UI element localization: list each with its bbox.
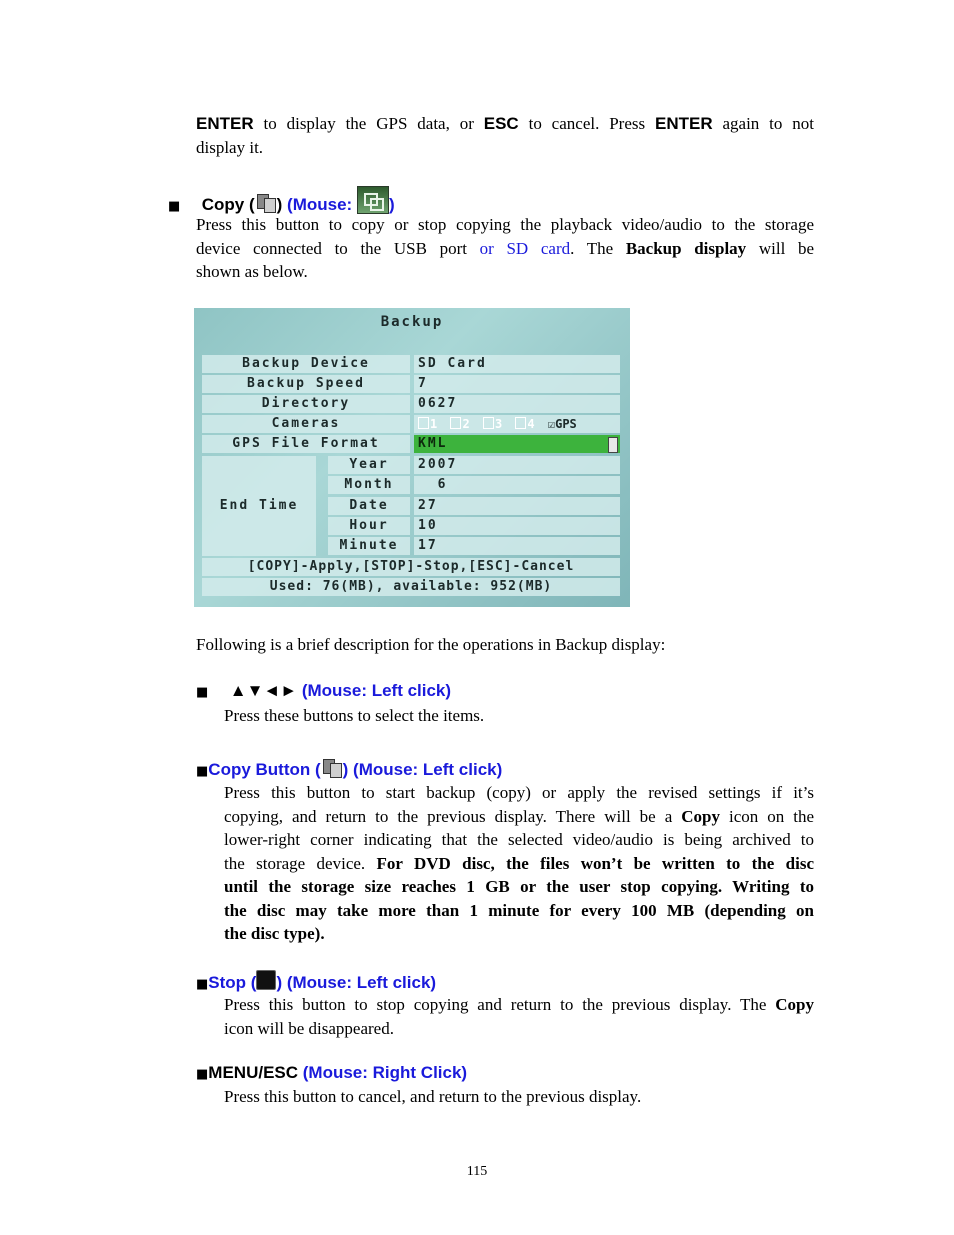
footer-commands: [COPY]-Apply,[STOP]-Stop,[ESC]-Cancel [202, 558, 620, 576]
row-backup-speed: Backup Speed 7 [202, 375, 620, 393]
esc-key: ESC [483, 114, 519, 133]
bullet: ■ [196, 685, 209, 700]
row-backup-device: Backup Device SD Card [202, 355, 620, 373]
copy-button-heading: ■Copy Button ( ) (Mouse: Left click) [196, 760, 503, 779]
row-month: Month 6 [202, 476, 620, 494]
camera-checkbox-1: 1 [418, 415, 437, 433]
end-time-label: End Time [202, 456, 316, 556]
backup-display-screenshot [194, 308, 630, 607]
arrow-keys: ▲▼◄► [229, 681, 298, 700]
stop-icon [256, 970, 276, 990]
intro-paragraph [196, 112, 814, 159]
backup-title: Backup [380, 314, 444, 330]
bullet: ■ [196, 764, 209, 779]
intro-line-1: ENTER to display the GPS data, or ESC to cancel. Press ENTER again to not [196, 114, 814, 133]
camera-checkbox-3: 3 [483, 415, 502, 433]
menu-esc-description: Press this button to cancel, and return to the previous display. [224, 1087, 642, 1106]
row-year: Year 2007 [202, 456, 620, 474]
row-date: Date 27 [202, 497, 620, 515]
enter-key-2: ENTER [654, 114, 713, 133]
bullet: ■ [196, 977, 209, 992]
gps-checkbox: ☑GPS [547, 417, 577, 431]
copy-icon [321, 758, 343, 778]
scroll-indicator [608, 437, 618, 453]
stop-heading: ■Stop ( ) (Mouse: Left click) [196, 970, 436, 996]
footer-usage: Used: 76(MB), available: 952(MB) [202, 578, 620, 596]
copy-description: Press this button to copy or stop copying the playback video/audio to the storage device connected to the USB port or SD card. The Backup display will be shown as below. [196, 215, 814, 281]
row-minute: Minute 17 [202, 537, 620, 555]
stop-description: Press this button to stop copying and return to the previous display. The Copy icon will be disappeared. [224, 995, 814, 1038]
camera-checkboxes [414, 415, 620, 433]
enter-key: ENTER [196, 114, 254, 133]
intro-line-2: display it. [196, 137, 264, 157]
copy-icon [255, 193, 277, 213]
page-number: 115 [466, 1164, 488, 1179]
camera-checkbox-4: 4 [515, 415, 534, 433]
mouse-copy-icon [357, 186, 389, 214]
bullet: ■ [196, 1067, 209, 1082]
row-gps-file-format: GPS File Format KML [202, 435, 620, 453]
arrows-heading: ■ ▲▼◄► (Mouse: Left click) [196, 681, 452, 700]
camera-checkbox-2: 2 [450, 415, 469, 433]
arrows-description: Press these buttons to select the items. [224, 706, 485, 725]
bullet: ■ [168, 199, 181, 214]
row-hour: Hour 10 [202, 517, 620, 535]
intro-tail: again to not [712, 114, 814, 133]
following-text: Following is a brief description for the operations in Backup display: [196, 635, 666, 654]
row-cameras: Cameras 1 2 3 4 ☑GPS [202, 415, 620, 433]
copy-button-description: Press this button to start backup (copy) or apply the revised settings if it’s copying, and return to the previous display. There will be a Copy icon on the lower-right corner indicating that the selected video/audio is being archived to the storage device. For DVD disc, the files won’t be written to the disc until the storage size reaches 1 GB or the user stop copying. Writing to the disc may take more than 1 minute for every 100 MB (depending on the disc type). [224, 783, 815, 943]
copy-heading: ■ Copy ( ) (Mouse: ) [168, 186, 395, 218]
row-directory: Directory 0627 [202, 395, 620, 413]
menu-esc-heading: ■MENU/ESC (Mouse: Right Click) [196, 1063, 468, 1082]
